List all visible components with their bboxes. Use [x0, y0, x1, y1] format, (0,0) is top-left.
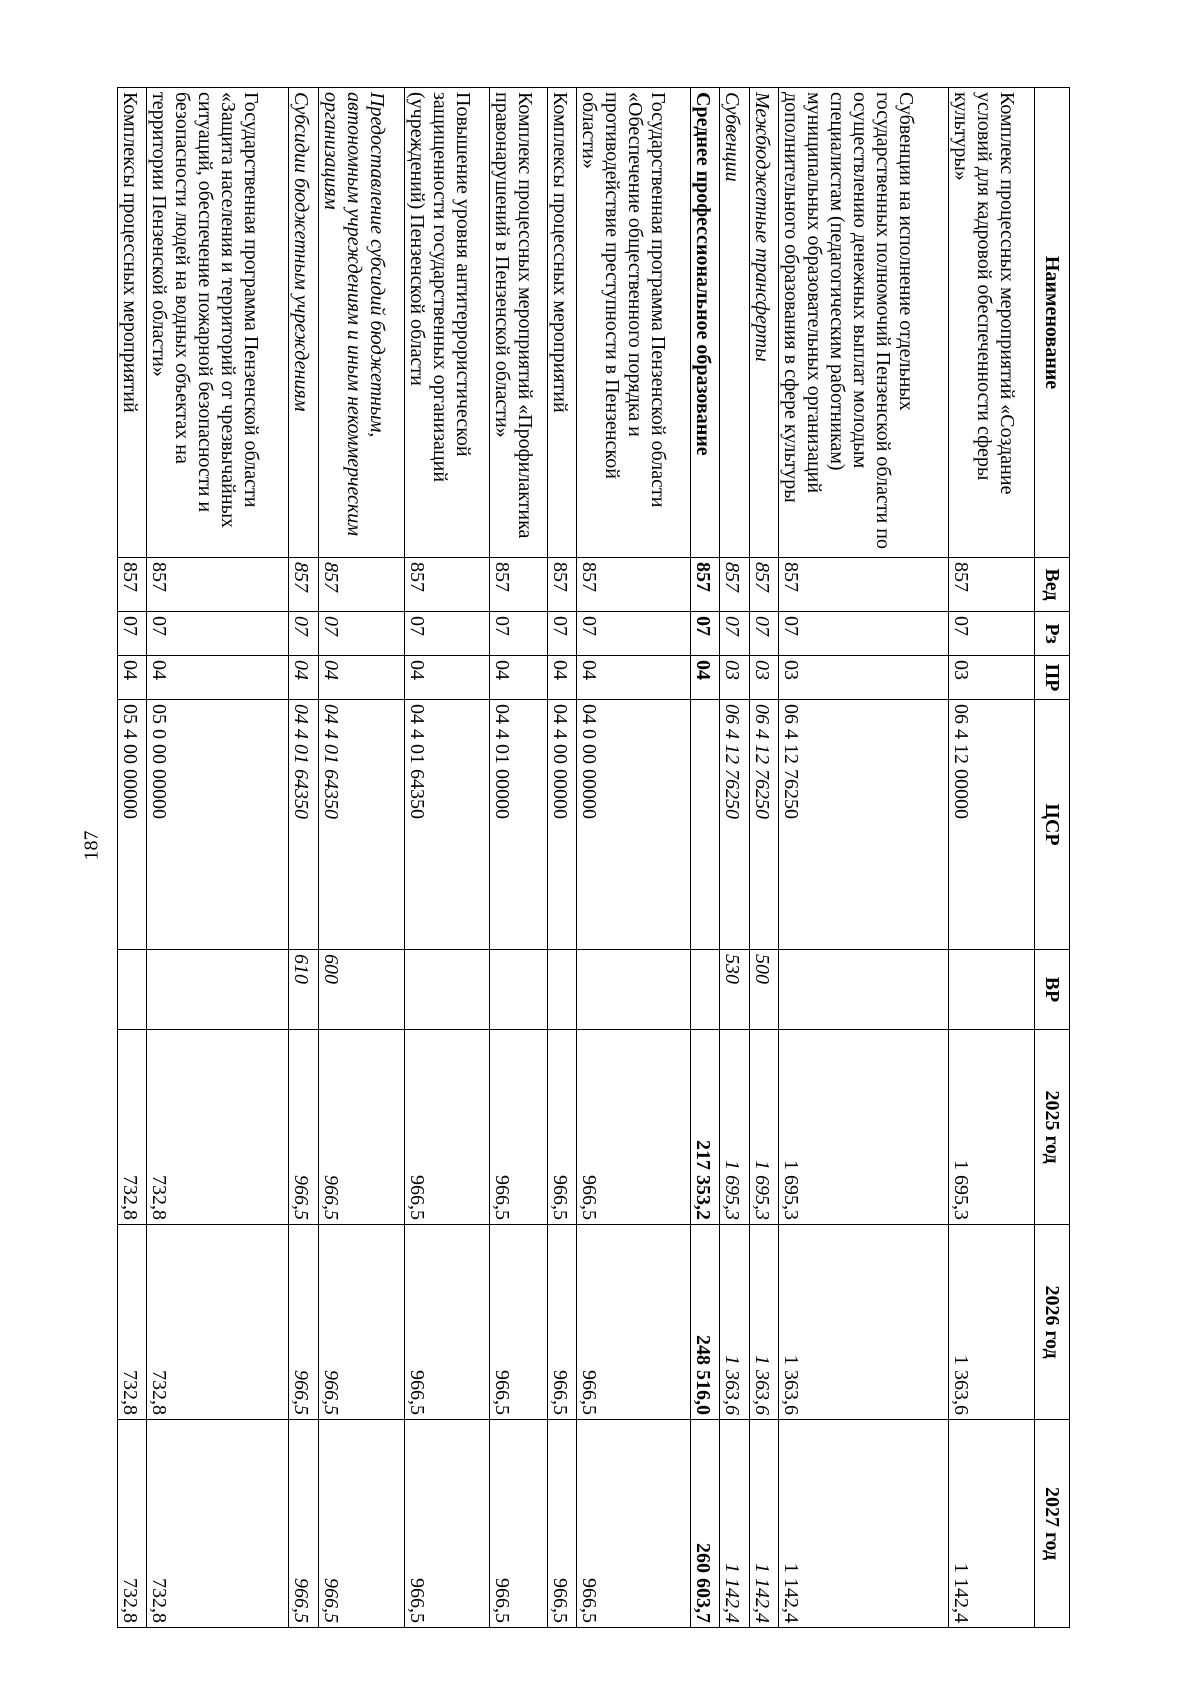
- value-2026-cell: 966,5: [490, 1225, 548, 1420]
- rz-cell: 07: [490, 612, 548, 656]
- table-row: [749, 88, 778, 1628]
- value-2025-cell: 1 695,3: [949, 1030, 1035, 1225]
- ved-cell: 857: [289, 558, 318, 612]
- ved-cell: 857: [720, 558, 749, 612]
- value-2027-cell: 966,5: [547, 1420, 576, 1628]
- pr-cell: 03: [779, 656, 949, 700]
- name-cell: Межбюджетные трансферты: [749, 88, 778, 558]
- rz-cell: 07: [404, 612, 490, 656]
- rz-cell: 07: [289, 612, 318, 656]
- name-cell: Субсидии бюджетным учреждениям: [289, 88, 318, 558]
- rz-cell: 07: [779, 612, 949, 656]
- csr-cell: [691, 700, 720, 950]
- value-2025-cell: 966,5: [318, 1030, 404, 1225]
- rz-cell: 07: [720, 612, 749, 656]
- value-2027-cell: 732,8: [118, 1420, 147, 1628]
- rz-cell: 07: [749, 612, 778, 656]
- table-row: [147, 88, 289, 1628]
- value-2027-cell: 1 142,4: [779, 1420, 949, 1628]
- value-2025-cell: 217 353,2: [691, 1030, 720, 1225]
- header-2027: 2027 год: [1035, 1420, 1070, 1628]
- pr-cell: 04: [691, 656, 720, 700]
- ved-cell: 857: [749, 558, 778, 612]
- name-cell: Субвенции: [720, 88, 749, 558]
- budget-table: [117, 87, 1070, 1628]
- page-number: 187: [80, 830, 103, 861]
- header-name: Наименование: [1035, 88, 1070, 558]
- value-2025-cell: 732,8: [118, 1030, 147, 1225]
- pr-cell: 04: [289, 656, 318, 700]
- name-cell: Комплексы процессных мероприятий: [547, 88, 576, 558]
- rz-cell: 07: [118, 612, 147, 656]
- vr-cell: 530: [720, 950, 749, 1030]
- value-2027-cell: 1 142,4: [749, 1420, 778, 1628]
- table-row: [779, 88, 949, 1628]
- rz-cell: 07: [318, 612, 404, 656]
- header-2026: 2026 год: [1035, 1225, 1070, 1420]
- vr-cell: [404, 950, 490, 1030]
- csr-cell: 04 4 00 00000: [547, 700, 576, 950]
- value-2026-cell: 966,5: [577, 1225, 691, 1420]
- value-2027-cell: 1 142,4: [720, 1420, 749, 1628]
- value-2026-cell: 1 363,6: [779, 1225, 949, 1420]
- name-cell: Повышение уровня антитеррористической защищенности государственных организаций (учреждений) Пензенской области: [404, 88, 490, 558]
- value-2025-cell: 966,5: [404, 1030, 490, 1225]
- value-2026-cell: 966,5: [547, 1225, 576, 1420]
- value-2026-cell: 732,8: [118, 1225, 147, 1420]
- csr-cell: 04 4 01 00000: [490, 700, 548, 950]
- pr-cell: 04: [118, 656, 147, 700]
- vr-cell: [577, 950, 691, 1030]
- value-2025-cell: 1 695,3: [779, 1030, 949, 1225]
- csr-cell: 06 4 12 76250: [749, 700, 778, 950]
- table-row: [289, 88, 318, 1628]
- csr-cell: 06 4 12 76250: [720, 700, 749, 950]
- rz-cell: 07: [547, 612, 576, 656]
- value-2025-cell: 966,5: [490, 1030, 548, 1225]
- name-cell: Среднее профессиональное образование: [691, 88, 720, 558]
- table-row: [118, 88, 147, 1628]
- ved-cell: 857: [490, 558, 548, 612]
- vr-cell: 610: [289, 950, 318, 1030]
- header-vr: ВР: [1035, 950, 1070, 1030]
- header-rz: Рз: [1035, 612, 1070, 656]
- ved-cell: 857: [691, 558, 720, 612]
- csr-cell: 04 0 00 00000: [577, 700, 691, 950]
- vr-cell: [147, 950, 289, 1030]
- name-cell: Субвенции на исполнение отдельных государственных полномочий Пензенской области по осуществлению денежных выплат молодым специалистам (педагогическим работникам) муниципальных образовательных организаций дополнительного образования в сфере культуры: [779, 88, 949, 558]
- vr-cell: [949, 950, 1035, 1030]
- ved-cell: 857: [118, 558, 147, 612]
- table-body: [118, 88, 1035, 1628]
- pr-cell: 04: [404, 656, 490, 700]
- csr-cell: 06 4 12 76250: [779, 700, 949, 950]
- ved-cell: 857: [404, 558, 490, 612]
- name-cell: Предоставление субсидий бюджетным, автономным учреждениям и иным некоммерческим организациям: [318, 88, 404, 558]
- value-2027-cell: 966,5: [318, 1420, 404, 1628]
- value-2027-cell: 732,8: [147, 1420, 289, 1628]
- value-2025-cell: 966,5: [289, 1030, 318, 1225]
- header-ved: Вед: [1035, 558, 1070, 612]
- value-2027-cell: 966,5: [289, 1420, 318, 1628]
- table-row: [577, 88, 691, 1628]
- csr-cell: 06 4 12 00000: [949, 700, 1035, 950]
- name-cell: Государственная программа Пензенской области «Защита населения и территорий от чрезвычайных ситуаций, обеспечение пожарной безопасности и безопасности людей на водных объектах на территории Пензенской области»: [147, 88, 289, 558]
- table-row: [490, 88, 548, 1628]
- csr-cell: 04 4 01 64350: [404, 700, 490, 950]
- value-2025-cell: 966,5: [547, 1030, 576, 1225]
- ved-cell: 857: [318, 558, 404, 612]
- vr-cell: [118, 950, 147, 1030]
- value-2026-cell: 248 516,0: [691, 1225, 720, 1420]
- value-2026-cell: 966,5: [318, 1225, 404, 1420]
- vr-cell: 600: [318, 950, 404, 1030]
- value-2027-cell: 260 603,7: [691, 1420, 720, 1628]
- csr-cell: 05 0 00 00000: [147, 700, 289, 950]
- rz-cell: 07: [949, 612, 1035, 656]
- pr-cell: 03: [949, 656, 1035, 700]
- pr-cell: 04: [147, 656, 289, 700]
- vr-cell: [779, 950, 949, 1030]
- value-2026-cell: 1 363,6: [949, 1225, 1035, 1420]
- value-2025-cell: 732,8: [147, 1030, 289, 1225]
- value-2025-cell: 1 695,3: [749, 1030, 778, 1225]
- table-row: [691, 88, 720, 1628]
- header-2025: 2025 год: [1035, 1030, 1070, 1225]
- rz-cell: 07: [691, 612, 720, 656]
- value-2025-cell: 1 695,3: [720, 1030, 749, 1225]
- value-2027-cell: 966,5: [404, 1420, 490, 1628]
- value-2027-cell: 1 142,4: [949, 1420, 1035, 1628]
- value-2027-cell: 966,5: [577, 1420, 691, 1628]
- ved-cell: 857: [547, 558, 576, 612]
- name-cell: Комплекс процессных мероприятий «Профилактика правонарушений в Пензенской области»: [490, 88, 548, 558]
- header-csr: ЦСР: [1035, 700, 1070, 950]
- pr-cell: 03: [720, 656, 749, 700]
- csr-cell: 05 4 00 00000: [118, 700, 147, 950]
- table-row: [404, 88, 490, 1628]
- value-2026-cell: 966,5: [289, 1225, 318, 1420]
- table-row: [720, 88, 749, 1628]
- pr-cell: 04: [490, 656, 548, 700]
- rz-cell: 07: [577, 612, 691, 656]
- ved-cell: 857: [147, 558, 289, 612]
- table-row: [949, 88, 1035, 1628]
- vr-cell: 500: [749, 950, 778, 1030]
- pr-cell: 03: [749, 656, 778, 700]
- rz-cell: 07: [147, 612, 289, 656]
- value-2026-cell: 966,5: [404, 1225, 490, 1420]
- csr-cell: 04 4 01 64350: [289, 700, 318, 950]
- table-header-row: [1035, 88, 1070, 1628]
- vr-cell: [691, 950, 720, 1030]
- name-cell: Комплекс процессных мероприятий «Создание условий для кадровой обеспеченности сферы культуры»: [949, 88, 1035, 558]
- table-row: [547, 88, 576, 1628]
- value-2027-cell: 966,5: [490, 1420, 548, 1628]
- ved-cell: 857: [577, 558, 691, 612]
- name-cell: Комплексы процессных мероприятий: [118, 88, 147, 558]
- value-2026-cell: 1 363,6: [749, 1225, 778, 1420]
- table-row: [318, 88, 404, 1628]
- header-pr: ПР: [1035, 656, 1070, 700]
- vr-cell: [547, 950, 576, 1030]
- vr-cell: [490, 950, 548, 1030]
- pr-cell: 04: [318, 656, 404, 700]
- pr-cell: 04: [547, 656, 576, 700]
- name-cell: Государственная программа Пензенской области «Обеспечение общественного порядка и противодействие преступности в Пензенской области»: [577, 88, 691, 558]
- csr-cell: 04 4 01 64350: [318, 700, 404, 950]
- budget-table-container: [117, 87, 1070, 1627]
- value-2026-cell: 1 363,6: [720, 1225, 749, 1420]
- ved-cell: 857: [779, 558, 949, 612]
- pr-cell: 04: [577, 656, 691, 700]
- value-2026-cell: 732,8: [147, 1225, 289, 1420]
- value-2025-cell: 966,5: [577, 1030, 691, 1225]
- ved-cell: 857: [949, 558, 1035, 612]
